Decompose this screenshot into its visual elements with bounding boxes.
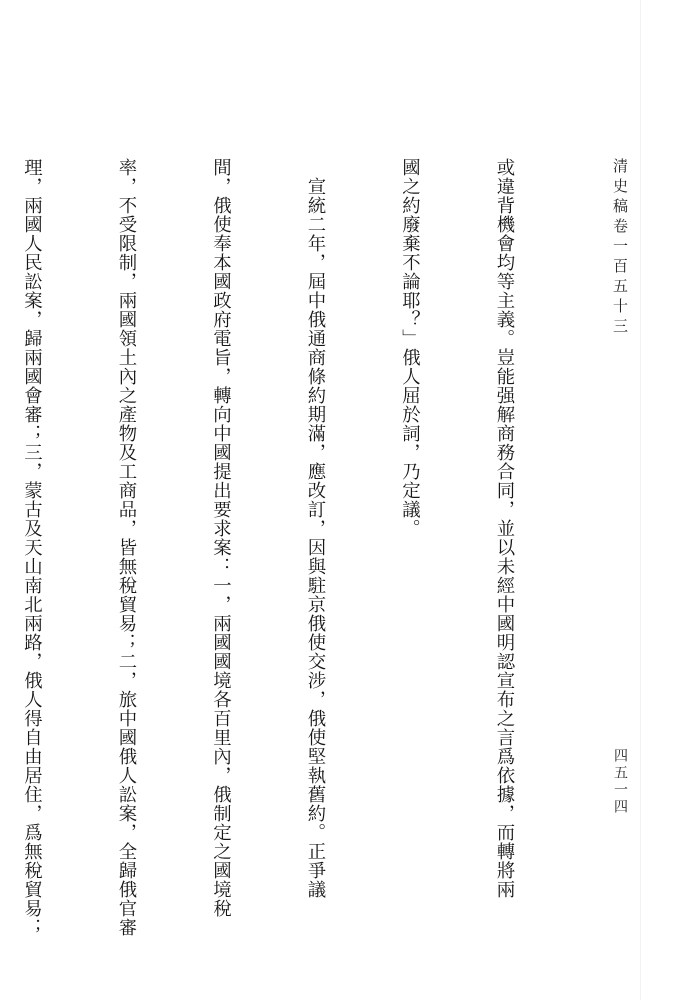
text-column: 間，俄使奉本國政府電旨，轉向中國提出要求案：一，兩國國境各百里內，俄制定之國境稅 xyxy=(210,158,232,918)
running-title: 清史稿卷一百五十三 xyxy=(611,158,629,338)
text-column: 或違背機會均等主義。豈能强解商務合同，並以未經中國明認宣布之言爲依據，而轉將兩 xyxy=(494,158,515,899)
text-column: 率，不受限制，兩國領土內之產物及工商品，皆無稅貿易；二，旅中國俄人訟案，全歸俄官審 xyxy=(116,158,137,937)
text-column: 理，兩國人民訟案，歸兩國會審；三，蒙古及天山南北兩路，俄人得自由居住，爲無稅貿易； xyxy=(21,158,43,937)
page-number: 四五一四 xyxy=(612,748,628,816)
page-fold-line xyxy=(640,0,641,1000)
main-text xyxy=(0,158,583,937)
text-column: 宣統二年，屆中俄通商條約期滿，應改訂，因與駐京俄使交涉，俄使堅執舊約。正爭議 xyxy=(305,158,326,899)
text-column: 國之約廢棄不論耶？」俄人屈於詞，乃定議。 xyxy=(399,158,421,538)
